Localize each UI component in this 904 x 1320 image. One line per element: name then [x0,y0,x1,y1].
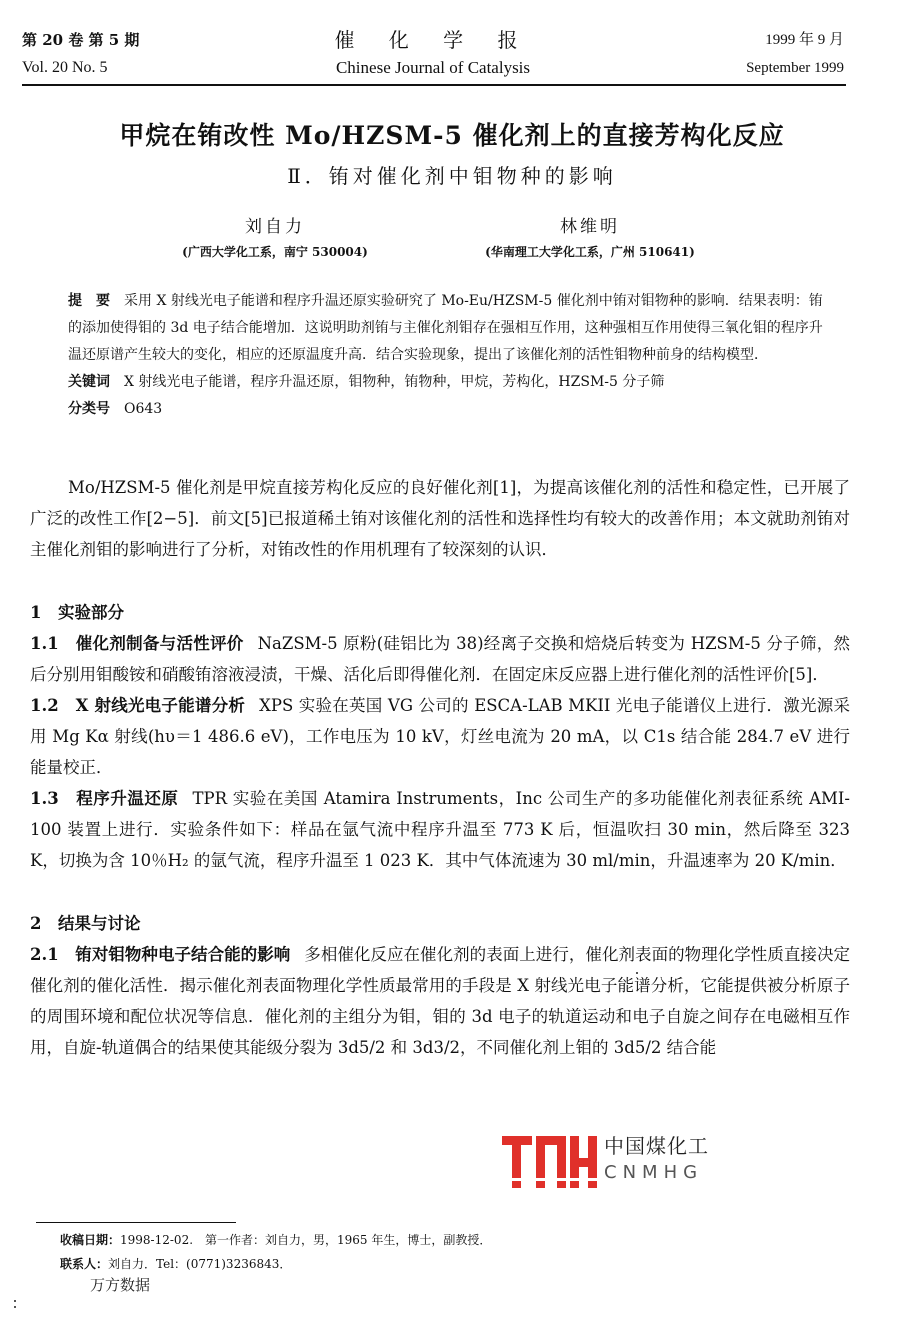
intro-paragraph: Mo/HZSM-5 催化剂是甲烷直接芳构化反应的良好催化剂[1]，为提高该催化剂的活性和稳定性，已开展了广泛的改性工作[2−5]．前文[5]已报道稀土铕对该催化剂的活性和选择性均有较大的改善作用；本文就助剂铕对主催化剂钼的影响进行了分析，对铕改性的作用机理有了较深刻的认识． [30,478,850,559]
logo-text-cn: 中国煤化工 [604,1134,709,1158]
journal-name [22,26,844,82]
scan-speck [636,972,638,974]
received-label: 收稿日期： [60,1233,121,1247]
journal-header [22,26,844,86]
classification-line [68,396,828,423]
subsection-label: 1.3 程序升温还原 [30,789,179,808]
abstract-paragraph [68,288,828,369]
classification-code: O643 [124,401,163,417]
publication-date [746,26,844,82]
author-block [150,212,400,262]
keywords-text: X 射线光电子能谱，程序升温还原，钼物种，铕物种，甲烷，芳构化，HZSM-5 分子筛 [124,374,665,390]
abstract-text: 采用 X 射线光电子能谱和程序升温还原实验研究了 Mo-Eu/HZSM-5 催化剂中铕对钼物种的影响．结果表明：铕的添加使得钼的 3d 电子结合能增加．这说明助剂铕与主催化剂钼存在强相互作用，这种强相互作用使得三氧化钼的程序升温还原谱产生较大的变化，相应的还原温度升高．结合实验现象，提出了该催化剂的活性钼物种前身的结构模型． [68,293,823,363]
section-heading: 2 结果与讨论 [30,914,141,933]
scan-speck [14,1300,16,1302]
logo-text-en: CNMHG [604,1162,704,1183]
scan-speck [14,1306,16,1308]
journal-name-en: Chinese Journal of Catalysis [335,58,531,77]
author-block [450,212,730,262]
subsection-text: TPR 实验在美国 Atamira Instruments，Inc 公司生产的多功能催化剂表征系统 AMI-100 装置上进行．实验条件如下：样品在氩气流中程序升温至 773 K 后，恒温吹扫 30 min，然后降至 323 K，切换为含 10％H₂ 的氩气流，程序升温至 1 023 K．其中气体流速为 30 ml/min，升温速率为 20 K/min． [30,789,850,870]
received-line [60,1228,840,1252]
date-en: September 1999 [746,60,844,76]
paper-body [30,472,850,1063]
abstract-label: 提 要 [68,293,110,309]
subsection-paragraph [30,783,850,876]
author-name: 刘自力 [245,217,305,237]
author-name: 林维明 [560,217,620,237]
received-text: 1998-12-02. 第一作者：刘自力，男，1965 年生，博士，副教授． [120,1233,492,1247]
author-affiliation: (广西大学化工系，南宁 530004) [182,245,368,259]
subsection-paragraph [30,628,850,690]
subsection-label: 2.1 铕对钼物种电子结合能的影响 [30,945,291,964]
keywords-label: 关键词 [68,374,110,390]
subsection-label: 1.2 X 射线光电子能谱分析 [30,696,246,715]
cnmhg-logo [500,1128,720,1194]
wanfang-watermark: 万方数据 [90,1276,151,1294]
footnote [60,1228,840,1276]
subsection-paragraph [30,939,850,1063]
classification-label: 分类号 [68,401,110,417]
abstract [68,288,828,423]
subsection-text: XPS 实验在英国 VG 公司的 ESCA-LAB MKII 光电子能谱仪上进行．激光源采用 Mg Kα 射线(hυ＝1 486.6 eV)，工作电压为 10 kV，灯丝电流为 20 mA，以 C1s 结合能 284.7 eV 进行能量校正． [30,696,850,777]
footnote-rule [36,1222,236,1223]
contact-label: 联系人： [60,1257,109,1271]
subsection-text: 多相催化反应在催化剂的表面上进行，催化剂表面的物理化学性质直接决定催化剂的催化活性．揭示催化剂表面物理化学性质最常用的手段是 X 射线光电子能谱分析，它能提供被分析原子的周围环境和配位状况等信息．催化剂的主组分为钼，钼的 3d 电子的轨道运动和电子自旋之间存在电磁相互作用，自旋-轨道偶合的结果使其能级分裂为 3d5/2 和 3d3/2，不同催化剂上钼的 3d5/2 结合能 [30,945,850,1057]
cnmhg-logo-icon [500,1132,600,1192]
subsection-text: NaZSM-5 原粉(硅铝比为 38)经离子交换和焙烧后转变为 HZSM-5 分子筛，然后分别用钼酸铵和硝酸铕溶液浸渍，干燥、活化后即得催化剂．在固定床反应器上进行催化剂的活性评价[5]． [30,634,850,684]
subsection-label: 1.1 催化剂制备与活性评价 [30,634,244,653]
contact-text: 刘自力．Tel：(0771)3236843． [108,1257,292,1271]
section-heading: 1 实验部分 [30,603,124,622]
paper-title: 甲烷在铕改性 Mo/HZSM-5 催化剂上的直接芳构化反应 [119,121,785,150]
issue-en: Vol. 20 No. 5 [22,59,108,76]
keywords-line [68,369,828,396]
journal-name-cn: 催 化 学 报 [334,28,532,52]
issue-cn: 第 20 卷 第 5 期 [22,31,140,49]
subsection-paragraph [30,690,850,783]
header-rule [22,84,846,86]
author-affiliation: (华南理工大学化工系，广州 510641) [485,245,695,259]
paper-subtitle: Ⅱ．铕对催化剂中钼物种的影响 [287,164,617,188]
contact-line [60,1252,840,1276]
date-cn: 1999 年 9 月 [765,32,844,48]
